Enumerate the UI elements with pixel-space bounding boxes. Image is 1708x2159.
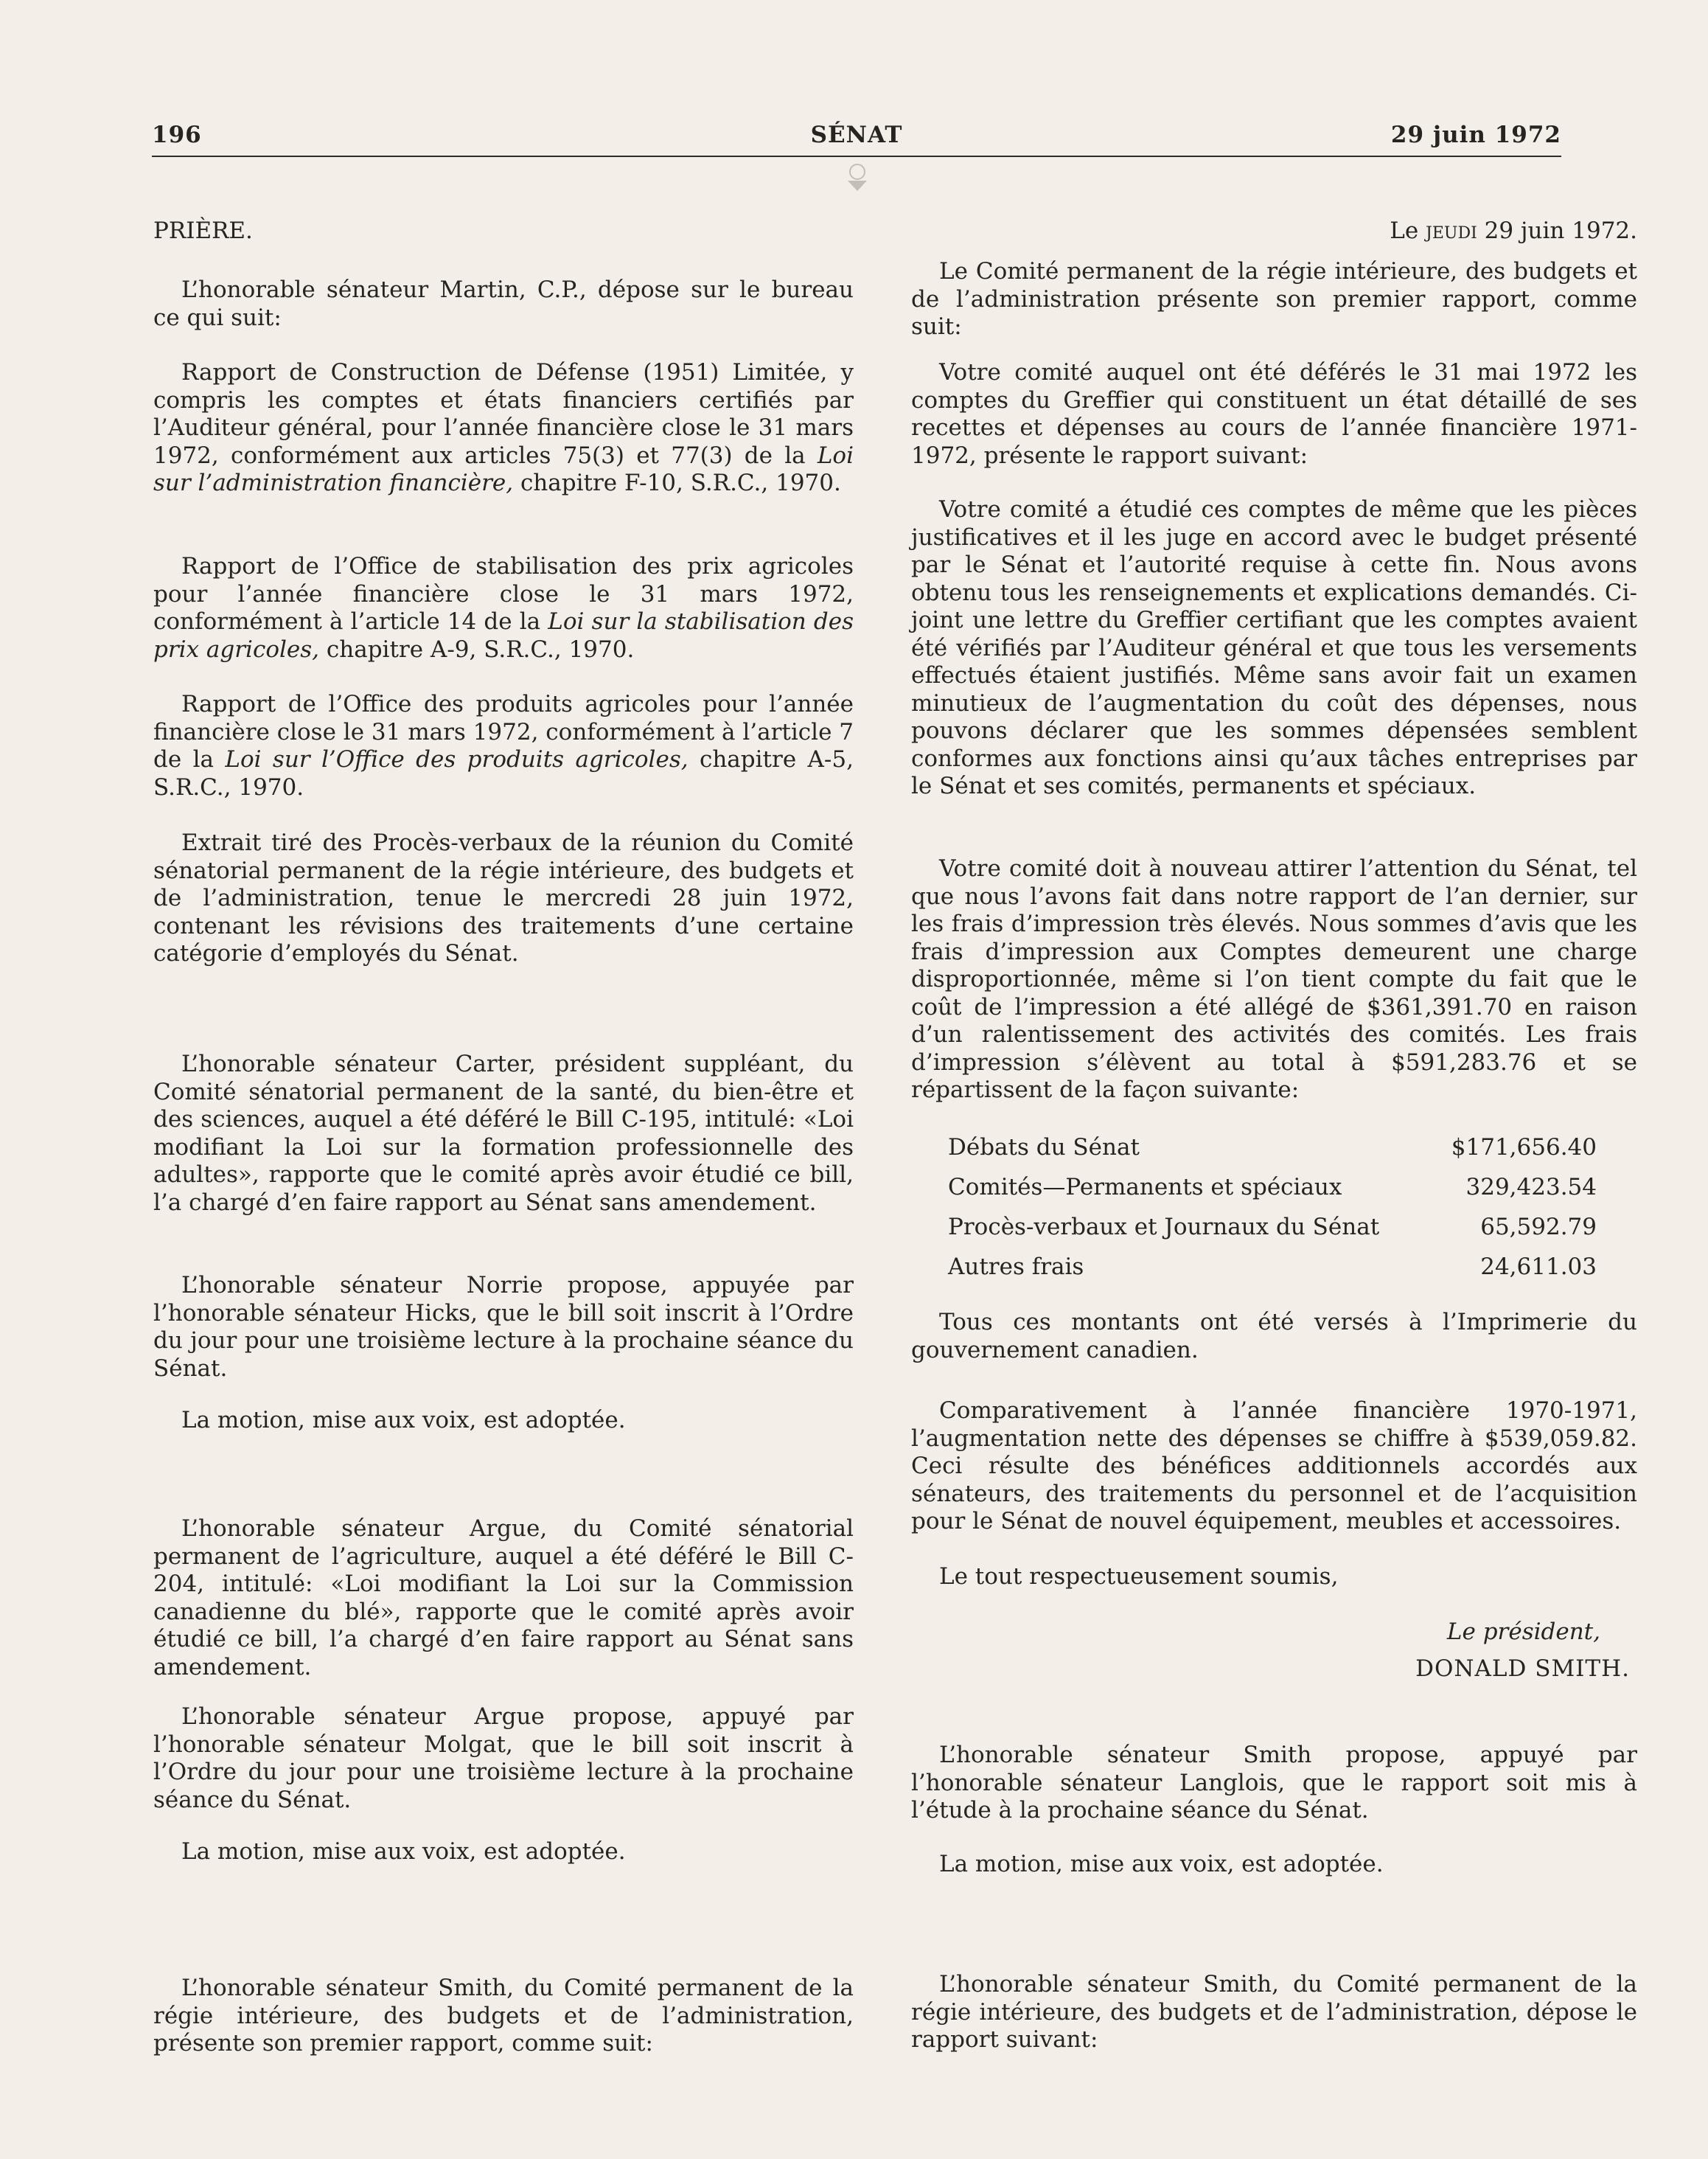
left-paragraph-11: La motion, mise aux voix, est adoptée. bbox=[181, 1838, 626, 1865]
sitting-date: Le jeudi 29 juin 1972. bbox=[1390, 218, 1637, 244]
page-date: 29 juin 1972 bbox=[1390, 122, 1561, 148]
left-paragraph-8: La motion, mise aux voix, est adoptée. bbox=[181, 1407, 626, 1433]
right-paragraph-4: Votre comité doit à nouveau attirer l’attention du Sénat, tel que nous l’avons fait dans notre rapport de l’an dernier, sur les frais d’impression très élevés. Nous sommes d’avis que les frais d’impression aux Comptes demeurent une charge disproportionnée, même si l’on tient compte du fait que le coût de l’impression a été allégé de $361,391.70 en raison d’un ralentissement des activités des comités. Les frais d’impression s’élèvent au total à $591,283.76 et se répartissent de la façon suivante: bbox=[911, 855, 1637, 1103]
page-header bbox=[152, 122, 1561, 157]
right-paragraph-1: Le Comité permanent de la régie intérieure, des budgets et de l’administration présente son premier rapport, comme suit: bbox=[911, 258, 1637, 340]
left-paragraph-10: L’honorable sénateur Argue propose, appuyé par l’honorable sénateur Molgat, que le bill soit inscrit à l’Ordre du jour pour une troisième lecture à la prochaine séance du Sénat. bbox=[153, 1703, 854, 1813]
table-row bbox=[948, 1128, 1597, 1168]
right-paragraph-9: La motion, mise aux voix, est adoptée. bbox=[939, 1851, 1384, 1877]
expense-label: Débats du Sénat bbox=[948, 1134, 1140, 1161]
left-paragraph-9: L’honorable sénateur Argue, du Comité sénatorial permanent de l’agriculture, auquel a été déféré le Bill C-204, intitulé: «Loi modifiant la Loi sur la Commission canadienne du blé», rapporte que le comité après avoir étudié ce bill, l’a chargé d’en faire rapport au Sénat sans amendement. bbox=[153, 1515, 854, 1680]
signature-name: DONALD SMITH. bbox=[1415, 1655, 1630, 1682]
expense-amount: 24,611.03 bbox=[1480, 1254, 1597, 1281]
crest-icon bbox=[840, 159, 874, 192]
expense-amount: 329,423.54 bbox=[1465, 1174, 1597, 1201]
left-paragraph-12: L’honorable sénateur Smith, du Comité permanent de la régie intérieure, des budgets et de l’administration, présente son premier rapport, comme suit: bbox=[153, 1975, 854, 2057]
left-paragraph-3: Rapport de l’Office de stabilisation des prix agricoles pour l’année financière close le 31 mars 1972, conformément à l’article 14 de la Loi sur la stabilisation des prix agricoles, chapitre A-9, S.R.C., 1970. bbox=[153, 553, 854, 663]
table-row bbox=[948, 1168, 1597, 1208]
left-paragraph-7: L’honorable sénateur Norrie propose, appuyée par l’honorable sénateur Hicks, que le bill soit inscrit à l’Ordre du jour pour une troisième lecture à la prochaine séance du Sénat. bbox=[153, 1272, 854, 1382]
right-paragraph-7: Le tout respectueusement soumis, bbox=[939, 1563, 1339, 1590]
right-paragraph-10: L’honorable sénateur Smith, du Comité permanent de la régie intérieure, des budgets et de l’administration, dépose le rapport suivant: bbox=[911, 1971, 1637, 2053]
expenses-table bbox=[948, 1128, 1597, 1287]
signature-title: Le président, bbox=[1446, 1619, 1600, 1645]
expense-label: Comités—Permanents et spéciaux bbox=[948, 1174, 1342, 1201]
right-paragraph-2: Votre comité auquel ont été déférés le 31 mai 1972 les comptes du Greffier qui constituent un état détaillé de ses recettes et dépenses au cours de l’année financière 1971-1972, présente le rapport suivant: bbox=[911, 359, 1637, 469]
right-paragraph-6: Comparativement à l’année financière 1970-1971, l’augmentation nette des dépenses se chiffre à $539,059.82. Ceci résulte des bénéfices additionnels accordés aux sénateurs, des traitements du personnel et de l’acquisition pour le Sénat de nouvel équipement, meubles et accessoires. bbox=[911, 1397, 1637, 1534]
expense-label: Procès-verbaux et Journaux du Sénat bbox=[948, 1214, 1380, 1241]
priere-heading: PRIÈRE. bbox=[153, 218, 253, 244]
table-row bbox=[948, 1208, 1597, 1248]
expense-label: Autres frais bbox=[948, 1254, 1084, 1281]
expense-amount: 65,592.79 bbox=[1480, 1214, 1597, 1241]
table-row bbox=[948, 1248, 1597, 1287]
page-title: SÉNAT bbox=[810, 122, 903, 148]
left-paragraph-2: Rapport de Construction de Défense (1951) Limitée, y compris les comptes et états financiers certifiés par l’Auditeur général, pour l’année financière close le 31 mars 1972, conformément aux articles 75(3) et 77(3) de la Loi sur l’administration financière, chapitre F-10, S.R.C., 1970. bbox=[153, 359, 854, 496]
left-paragraph-5: Extrait tiré des Procès-verbaux de la réunion du Comité sénatorial permanent de la régie intérieure, des budgets et de l’administration, tenue le mercredi 28 juin 1972, contenant les révisions des traitements d’une certaine catégorie d’employés du Sénat. bbox=[153, 830, 854, 967]
right-paragraph-8: L’honorable sénateur Smith propose, appuyé par l’honorable sénateur Langlois, que le rapport soit mis à l’étude à la prochaine séance du Sénat. bbox=[911, 1742, 1637, 1823]
left-paragraph-4: Rapport de l’Office des produits agricoles pour l’année financière close le 31 mars 1972, conformément à l’article 7 de la Loi sur l’Office des produits agricoles, chapitre A-5, S.R.C., 1970. bbox=[153, 691, 854, 801]
left-paragraph-1: L’honorable sénateur Martin, C.P., dépose sur le bureau ce qui suit: bbox=[153, 277, 854, 331]
page-number: 196 bbox=[152, 122, 202, 148]
right-paragraph-3: Votre comité a étudié ces comptes de même que les pièces justificatives et il les juge en accord avec le budget présenté par le Sénat et l’autorité requise à cette fin. Nous avons obtenu tous les renseignements et explications demandés. Ci-joint une lettre du Greffier certifiant que les comptes avaient été vérifiés par l’Auditeur général et que tous les versements effectués étaient justifiés. Même sans avoir fait un examen minutieux de l’augmentation du coût des dépenses, nous pouvons déclarer que les sommes dépensées semblent conformes aux fonctions ainsi qu’aux tâches entreprises par le Sénat et ses comités, permanents et spéciaux. bbox=[911, 496, 1637, 799]
left-paragraph-6: L’honorable sénateur Carter, président suppléant, du Comité sénatorial permanent de la santé, du bien-être et des sciences, auquel a été déféré le Bill C-195, intitulé: «Loi modifiant la Loi sur la formation professionnelle des adultes», rapporte que le comité après avoir étudié ce bill, l’a chargé d’en faire rapport au Sénat sans amendement. bbox=[153, 1051, 854, 1216]
right-paragraph-5: Tous ces montants ont été versés à l’Imprimerie du gouvernement canadien. bbox=[911, 1309, 1637, 1363]
expense-amount: $171,656.40 bbox=[1451, 1134, 1597, 1161]
